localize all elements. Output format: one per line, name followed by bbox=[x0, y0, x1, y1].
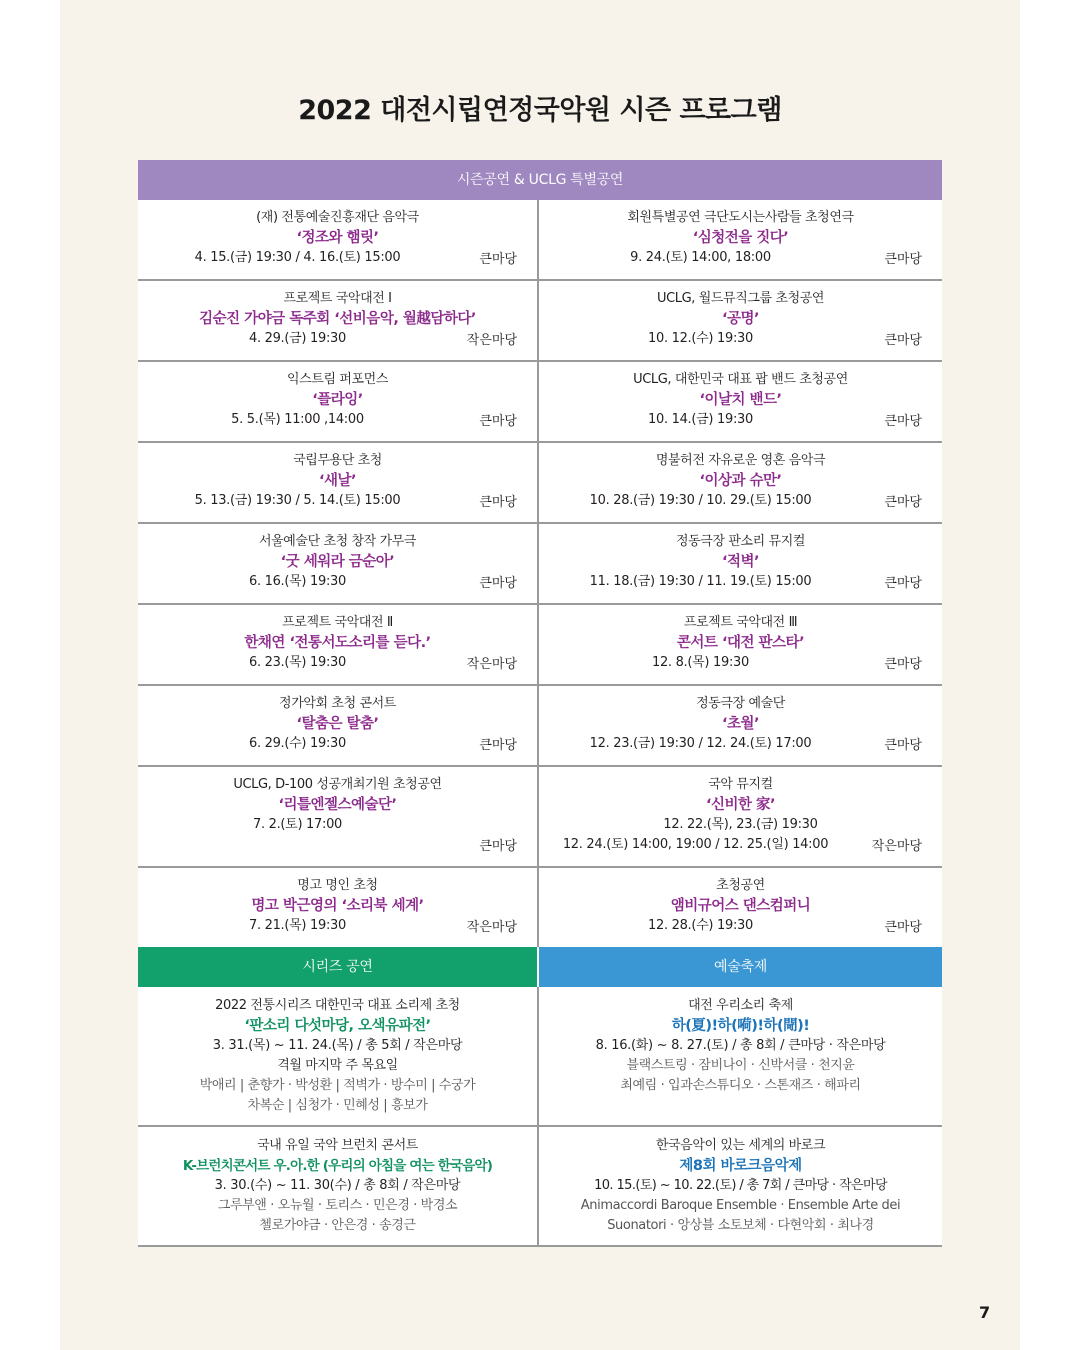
program-subtitle: 회원특별공연 극단도시는사람들 초청연극 bbox=[627, 210, 854, 225]
program-subtitle: 서울예술단 초청 창작 가무극 bbox=[258, 534, 417, 549]
program-title: 앰비규어스 댄스컴퍼니 bbox=[670, 898, 811, 914]
table-row bbox=[138, 605, 942, 686]
program-date: 6. 16.(목) 19:30 bbox=[248, 574, 346, 589]
program-subtitle: (재) 전통예술진흥재단 음악극 bbox=[256, 210, 419, 225]
program-subtitle: 프로젝트 국악대전 Ⅲ bbox=[683, 615, 798, 630]
program-venue: 큰마당 bbox=[884, 576, 922, 591]
program-title: ‘플라잉’ bbox=[312, 392, 363, 408]
program-cell bbox=[138, 686, 539, 765]
program-title: ‘심청전을 짓다’ bbox=[692, 230, 789, 246]
program-venue: 큰마당 bbox=[884, 333, 922, 348]
program-cell bbox=[138, 362, 539, 441]
festival-date: 8. 16.(화) ~ 8. 27.(토) / 총 8회 / 큰마당 · 작은마당 bbox=[595, 1038, 886, 1053]
program-cell bbox=[138, 868, 539, 947]
program-venue: 큰마당 bbox=[884, 738, 922, 753]
series-cell bbox=[539, 1127, 942, 1245]
program-subtitle: 프로젝트 국악대전 Ⅰ bbox=[283, 291, 392, 306]
program-date: 11. 18.(금) 19:30 / 11. 19.(토) 15:00 bbox=[589, 574, 812, 589]
table-row bbox=[138, 686, 942, 767]
program-venue: 큰마당 bbox=[884, 495, 922, 510]
series-date: 3. 31.(목) ~ 11. 24.(목) / 총 5회 / 작은마당 bbox=[212, 1038, 463, 1053]
program-venue: 큰마당 bbox=[884, 657, 922, 672]
program-title: ‘이상과 슈만’ bbox=[699, 473, 782, 489]
program-title: ‘새날’ bbox=[318, 473, 357, 489]
festival-title: 제8회 바로크음악제 bbox=[679, 1158, 802, 1174]
series-performers: 차복순 | 심청가 · 민혜성 | 흥보가 bbox=[247, 1098, 428, 1113]
festival-subtitle: 한국음악이 있는 세계의 바로크 bbox=[655, 1138, 826, 1153]
program-venue: 작은마당 bbox=[871, 839, 922, 854]
program-venue: 큰마당 bbox=[884, 414, 922, 429]
festival-header: 예술축제 bbox=[539, 947, 942, 987]
festival-performers: 블랙스트링 · 잠비나이 · 신박서클 · 천지윤 bbox=[626, 1058, 855, 1073]
series-performers: 박애리 | 춘향가 · 박성환 | 적벽가 · 방수미 | 수궁가 bbox=[199, 1078, 476, 1093]
program-title: ‘공명’ bbox=[721, 311, 760, 327]
program-venue: 큰마당 bbox=[479, 839, 517, 854]
program-date: 12. 8.(목) 19:30 bbox=[651, 655, 749, 670]
program-venue: 큰마당 bbox=[479, 252, 517, 267]
table-row bbox=[138, 443, 942, 524]
program-subtitle: 익스트림 퍼포먼스 bbox=[287, 372, 388, 387]
festival-performers: Animaccordi Baroque Ensemble · Ensemble Arte dei bbox=[580, 1198, 901, 1213]
series-cell bbox=[138, 987, 539, 1125]
program-venue: 큰마당 bbox=[884, 920, 922, 935]
program-date: 10. 12.(수) 19:30 bbox=[648, 331, 753, 346]
program-subtitle: UCLG, 대한민국 대표 팝 밴드 초청공연 bbox=[633, 372, 848, 387]
festival-performers: Suonatori · 앙상블 소토보체 · 다현악회 · 최나경 bbox=[607, 1218, 874, 1233]
series-cell bbox=[539, 987, 942, 1125]
program-cell bbox=[138, 605, 539, 684]
program-venue: 큰마당 bbox=[884, 252, 922, 267]
series-title: K-브런치콘서트 우.아.한 (우리의 아침을 여는 한국음악) bbox=[182, 1158, 493, 1174]
page-title: 2022 대전시립연정국악원 시즌 프로그램 bbox=[298, 95, 782, 126]
series-subtitle: 국내 유일 국악 브런치 콘서트 bbox=[257, 1138, 418, 1153]
program-date: 6. 29.(수) 19:30 bbox=[248, 736, 346, 751]
program-subtitle: 국악 뮤지컬 bbox=[708, 777, 773, 792]
program-date: 12. 22.(목), 23.(금) 19:30 bbox=[663, 817, 818, 832]
program-venue: 작은마당 bbox=[466, 333, 517, 348]
program-title: ‘신비한 家’ bbox=[705, 797, 776, 813]
program-venue: 큰마당 bbox=[479, 414, 517, 429]
series-date: 3. 30.(수) ~ 11. 30(수) / 총 8회 / 작은마당 bbox=[214, 1178, 461, 1193]
program-cell bbox=[138, 281, 539, 360]
program-subtitle: 국립무용단 초청 bbox=[293, 453, 382, 468]
program-venue: 작은마당 bbox=[466, 657, 517, 672]
program-date: 9. 24.(토) 14:00, 18:00 bbox=[630, 250, 771, 265]
table-row bbox=[138, 868, 942, 947]
program-title: ‘초월’ bbox=[721, 716, 760, 732]
program-cell bbox=[138, 443, 539, 522]
program-table bbox=[138, 160, 942, 1247]
program-cell bbox=[138, 200, 539, 279]
program-title: 명고 박근영의 ‘소리북 세계’ bbox=[251, 898, 424, 914]
program-subtitle: 명고 명인 초청 bbox=[297, 878, 378, 893]
program-cell bbox=[539, 281, 942, 360]
program-cell bbox=[539, 524, 942, 603]
program-subtitle: 정동극장 판소리 뮤지컬 bbox=[675, 534, 806, 549]
table-row bbox=[138, 987, 942, 1127]
series-performers: 첼로가야금 · 안은경 · 송경근 bbox=[259, 1218, 416, 1233]
program-date: 12. 28.(수) 19:30 bbox=[648, 918, 753, 933]
program-title: ‘이날치 밴드’ bbox=[699, 392, 782, 408]
table-row bbox=[138, 362, 942, 443]
program-date: 4. 15.(금) 19:30 / 4. 16.(토) 15:00 bbox=[194, 250, 401, 265]
program-cell bbox=[539, 605, 942, 684]
program-cell bbox=[138, 767, 539, 866]
program-date: 5. 13.(금) 19:30 / 5. 14.(토) 15:00 bbox=[194, 493, 401, 508]
program-title: ‘적벽’ bbox=[721, 554, 760, 570]
festival-subtitle: 대전 우리소리 축제 bbox=[688, 998, 793, 1013]
program-date: 6. 23.(목) 19:30 bbox=[248, 655, 346, 670]
program-title: 한채연 ‘전통서도소리를 듣다.’ bbox=[244, 635, 431, 651]
program-subtitle: 초청공연 bbox=[716, 878, 765, 893]
program-date: 5. 5.(목) 11:00 ,14:00 bbox=[231, 412, 364, 427]
series-header: 시리즈 공연 bbox=[138, 947, 539, 987]
program-date: 4. 29.(금) 19:30 bbox=[248, 331, 346, 346]
program-date: 10. 28.(금) 19:30 / 10. 29.(토) 15:00 bbox=[589, 493, 812, 508]
program-title: ‘정조와 햄릿’ bbox=[296, 230, 379, 246]
program-date: 10. 14.(금) 19:30 bbox=[648, 412, 753, 427]
program-subtitle: UCLG, 월드뮤직그룹 초청공연 bbox=[656, 291, 825, 306]
program-venue: 큰마당 bbox=[479, 738, 517, 753]
program-date: 12. 24.(토) 14:00, 19:00 / 12. 25.(일) 14:00 bbox=[562, 837, 829, 852]
program-subtitle: 프로젝트 국악대전 Ⅱ bbox=[282, 615, 393, 630]
program-date: 7. 21.(목) 19:30 bbox=[248, 918, 346, 933]
series-performers: 그루부앤 · 오뉴월 · 토리스 · 민은경 · 박경소 bbox=[217, 1198, 458, 1213]
table-row bbox=[138, 1127, 942, 1247]
program-cell bbox=[539, 362, 942, 441]
series-schedule: 격월 마지막 주 목요일 bbox=[277, 1058, 398, 1073]
program-subtitle: 명불허전 자유로운 영혼 음악극 bbox=[655, 453, 826, 468]
program-cell bbox=[539, 767, 942, 866]
series-title: ‘판소리 다섯마당, 오색유파전’ bbox=[244, 1018, 431, 1034]
program-title: ‘리틀엔젤스예술단’ bbox=[278, 797, 397, 813]
festival-performers: 최예림 · 입과손스튜디오 · 스톤재즈 · 해파리 bbox=[620, 1078, 861, 1093]
program-cell bbox=[539, 868, 942, 947]
program-date: 12. 23.(금) 19:30 / 12. 24.(토) 17:00 bbox=[589, 736, 812, 751]
table-row bbox=[138, 524, 942, 605]
program-venue: 큰마당 bbox=[479, 576, 517, 591]
festival-date: 10. 15.(토) ~ 10. 22.(토) / 총 7회 / 큰마당 · 작은마당 bbox=[594, 1178, 887, 1193]
series-cell bbox=[138, 1127, 539, 1245]
program-venue: 작은마당 bbox=[466, 920, 517, 935]
program-subtitle: 정가악회 초청 콘서트 bbox=[279, 696, 396, 711]
program-subtitle: UCLG, D-100 성공개최기원 초청공연 bbox=[233, 777, 442, 792]
program-date: 7. 2.(토) 17:00 bbox=[252, 817, 343, 832]
table-row bbox=[138, 200, 942, 281]
section-header-row bbox=[138, 947, 942, 987]
page-number: 7 bbox=[979, 1303, 991, 1322]
program-cell bbox=[138, 524, 539, 603]
program-venue: 큰마당 bbox=[479, 495, 517, 510]
festival-title: 하(夏)!하(嗬)!하(閜)! bbox=[671, 1018, 810, 1034]
series-subtitle: 2022 전통시리즈 대한민국 대표 소리제 초청 bbox=[215, 998, 460, 1013]
program-subtitle: 정동극장 예술단 bbox=[696, 696, 785, 711]
season-header: 시즌공연 & UCLG 특별공연 bbox=[138, 160, 942, 200]
program-title: ‘탈춤은 탈춤’ bbox=[296, 716, 379, 732]
program-title: 김순진 가야금 독주회 ‘선비음악, 월越담하다’ bbox=[199, 311, 476, 327]
program-title: 콘서트 ‘대전 판스타’ bbox=[676, 635, 805, 651]
program-title: ‘굿 세워라 금순아’ bbox=[280, 554, 395, 570]
program-cell bbox=[539, 686, 942, 765]
program-cell bbox=[539, 200, 942, 279]
program-cell bbox=[539, 443, 942, 522]
table-row bbox=[138, 281, 942, 362]
table-row bbox=[138, 767, 942, 868]
